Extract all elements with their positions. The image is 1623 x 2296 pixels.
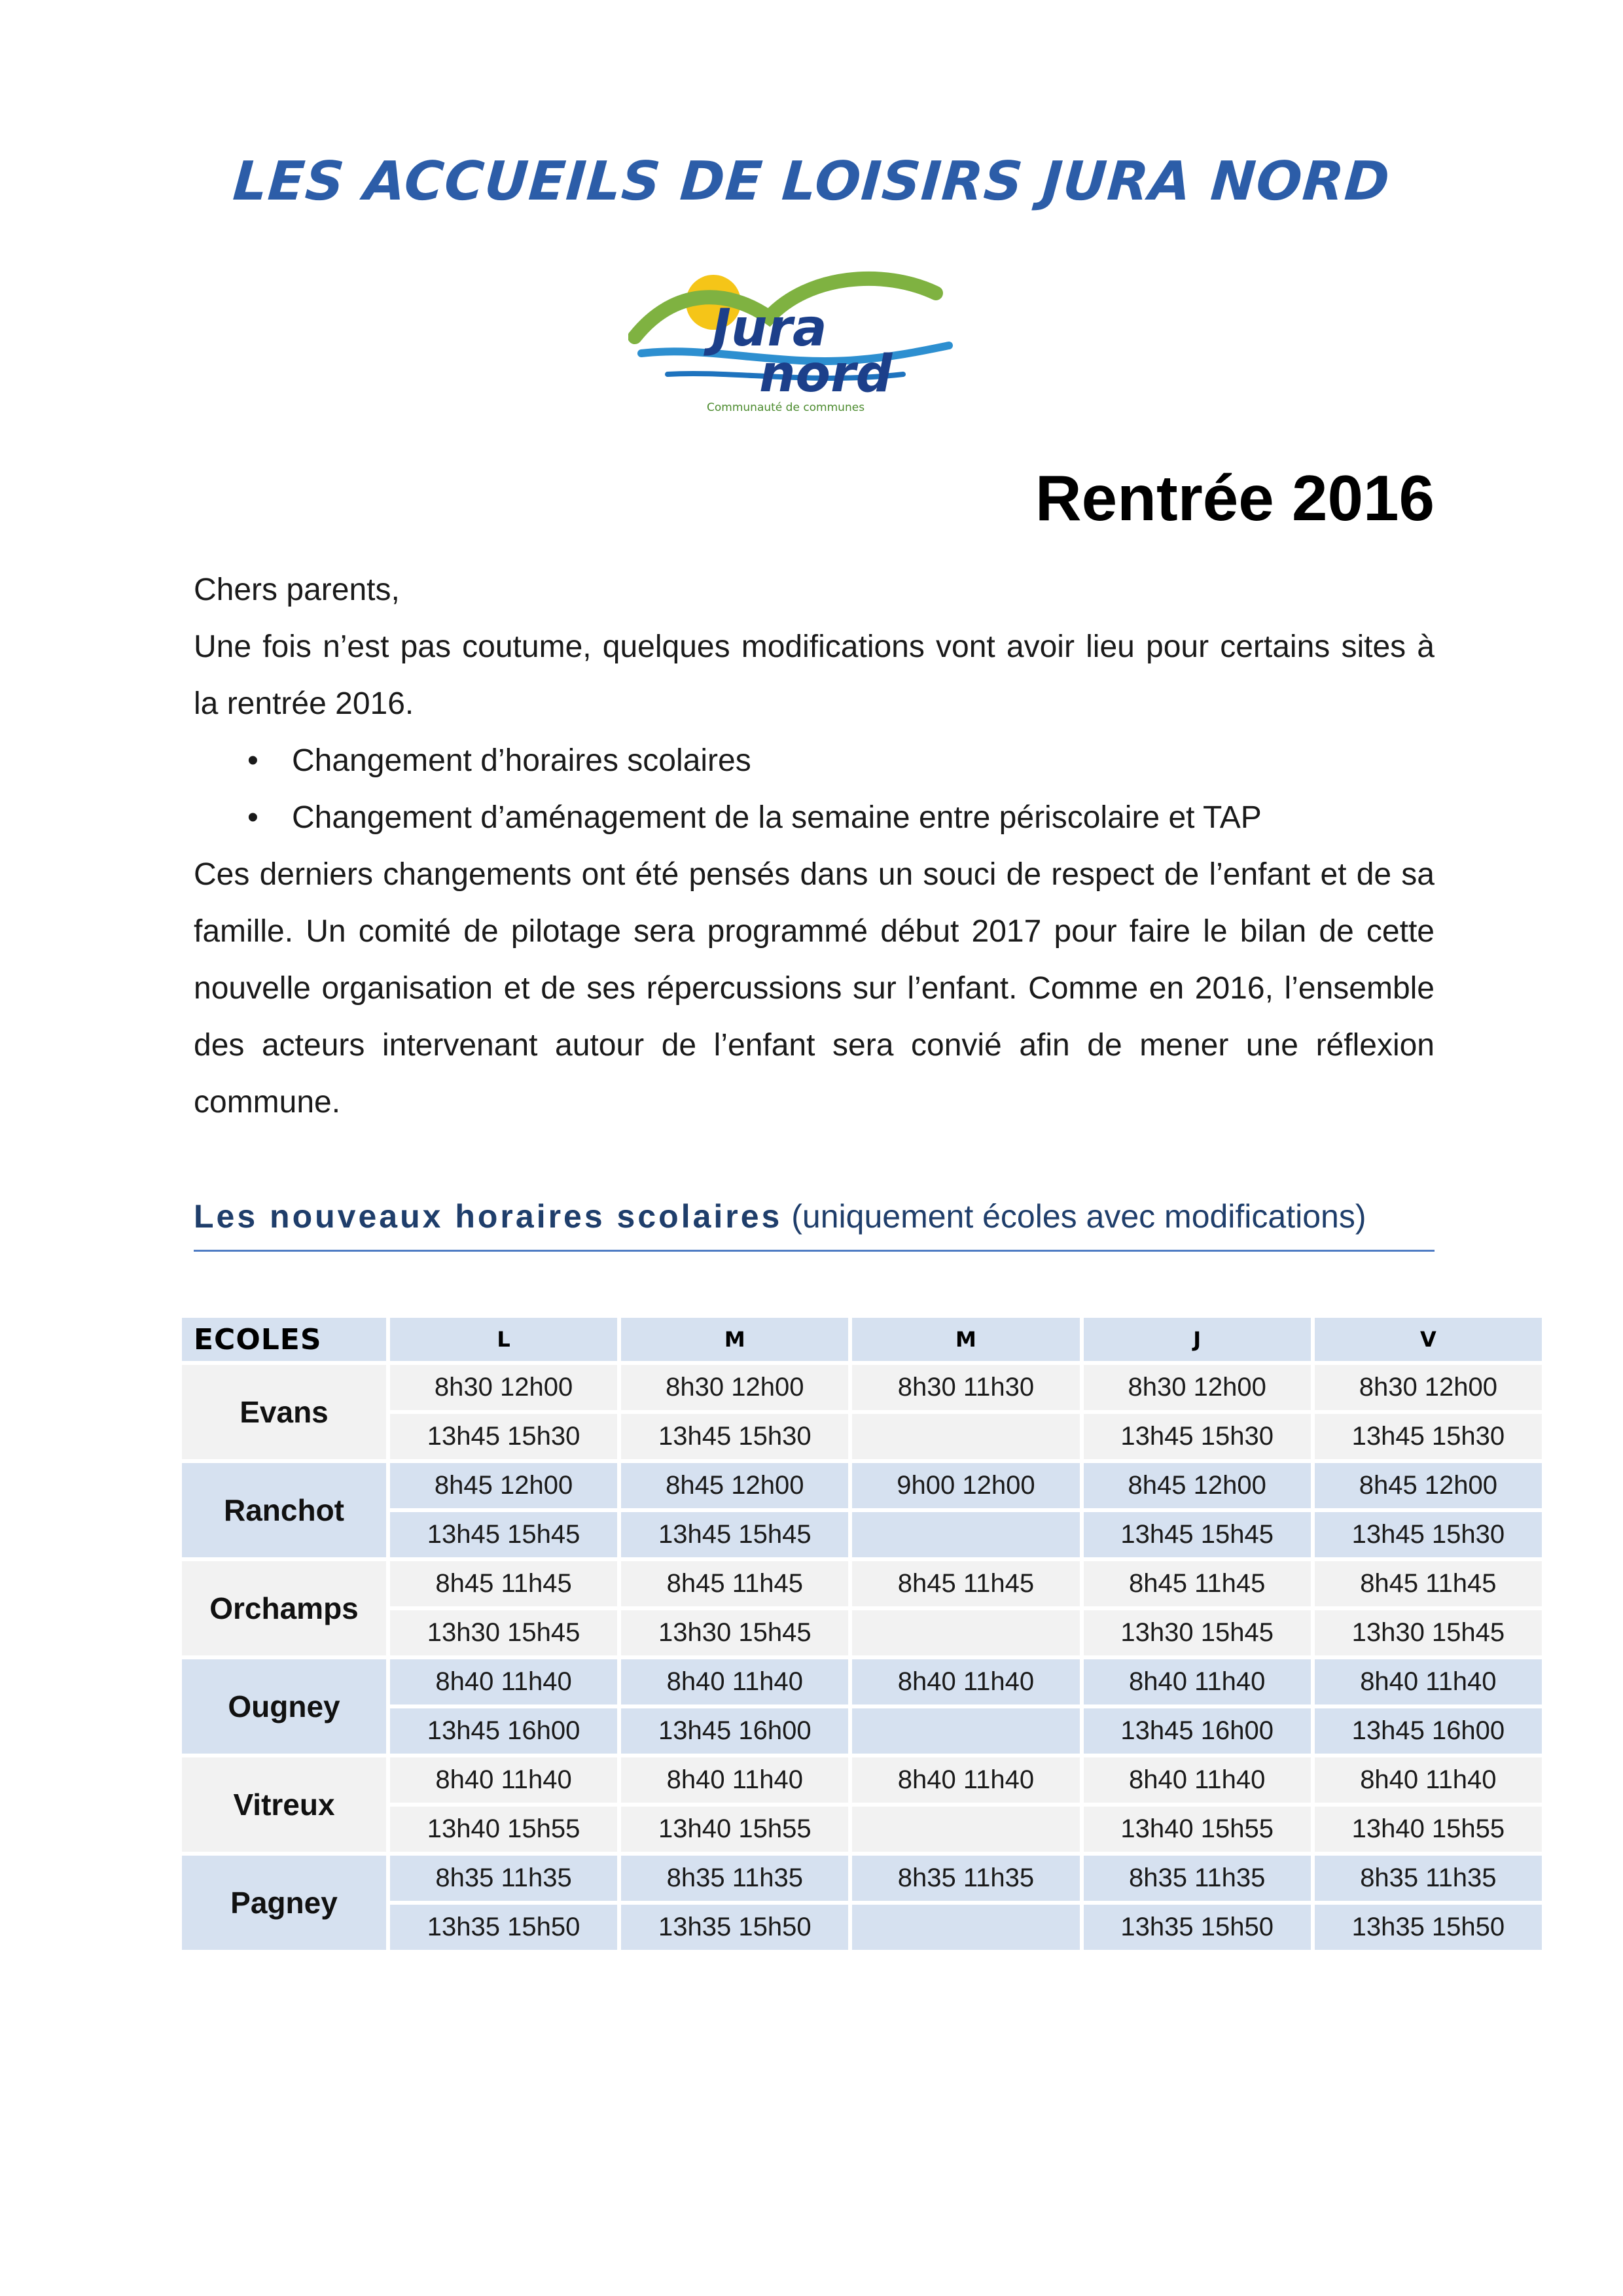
time-cell <box>852 1905 1079 1950</box>
school-name: Ranchot <box>182 1463 386 1557</box>
time-cell: 8h30 11h30 <box>852 1365 1079 1410</box>
time-cell: 8h45 11h45 <box>621 1561 848 1606</box>
time-cell: 8h35 11h35 <box>852 1856 1079 1901</box>
column-header-day: V <box>1315 1318 1542 1361</box>
table-row <box>182 1757 1542 1803</box>
time-cell: 8h30 12h00 <box>1084 1365 1311 1410</box>
time-cell: 8h40 11h40 <box>852 1659 1079 1704</box>
time-cell: 8h35 11h35 <box>390 1856 617 1901</box>
time-cell: 13h45 16h00 <box>390 1708 617 1754</box>
time-cell: 8h30 12h00 <box>621 1365 848 1410</box>
time-cell: 13h45 16h00 <box>621 1708 848 1754</box>
column-header-schools: ECOLES <box>182 1318 386 1361</box>
table-row <box>182 1561 1542 1606</box>
time-cell: 8h45 11h45 <box>1315 1561 1542 1606</box>
intro-paragraph-2: Ces derniers changements ont été pensés dans un souci de respect de l’enfant et de sa famille. Un comité de pilotage sera programmé début 2017 pour faire le bilan de cette nouvelle organisation et de ses répercussions sur l’enfant. Comme en 2016, l’ensemble des acteurs intervenant autour de l’enfant sera convié afin de mener une réflexion commune. <box>194 857 1435 1120</box>
time-cell: 13h30 15h45 <box>1315 1610 1542 1655</box>
time-cell: 13h40 15h55 <box>390 1807 617 1852</box>
school-block-ranchot <box>182 1463 1542 1557</box>
table-row <box>182 1856 1542 1901</box>
intro-text <box>194 561 1435 1131</box>
school-name: Vitreux <box>182 1757 386 1852</box>
table-header-row <box>182 1318 1542 1361</box>
time-cell: 13h45 15h45 <box>621 1512 848 1557</box>
main-heading: Rentrée 2016 <box>1035 462 1435 534</box>
time-cell: 13h45 16h00 <box>1084 1708 1311 1754</box>
list-item: • Changement d’horaires scolaires <box>194 732 1435 789</box>
time-cell: 8h45 12h00 <box>621 1463 848 1508</box>
time-cell <box>852 1512 1079 1557</box>
time-cell: 8h40 11h40 <box>1084 1757 1311 1803</box>
time-cell: 8h30 12h00 <box>390 1365 617 1410</box>
time-cell: 13h40 15h55 <box>1084 1807 1311 1852</box>
time-cell: 13h40 15h55 <box>621 1807 848 1852</box>
time-cell: 13h45 15h30 <box>390 1414 617 1459</box>
time-cell: 13h35 15h50 <box>1084 1905 1311 1950</box>
time-cell: 8h40 11h40 <box>852 1757 1079 1803</box>
section-heading-bold: Les nouveaux horaires scolaires <box>194 1198 783 1235</box>
time-cell: 8h40 11h40 <box>1084 1659 1311 1704</box>
time-cell: 13h30 15h45 <box>390 1610 617 1655</box>
page-title: LES ACCUEILS DE LOISIRS JURA NORD <box>230 150 1393 213</box>
time-cell: 13h45 15h30 <box>1315 1414 1542 1459</box>
time-cell: 8h40 11h40 <box>1315 1659 1542 1704</box>
time-cell <box>852 1807 1079 1852</box>
time-cell: 13h30 15h45 <box>1084 1610 1311 1655</box>
school-block-vitreux <box>182 1757 1542 1852</box>
column-header-day: L <box>390 1318 617 1361</box>
school-block-ougney <box>182 1659 1542 1754</box>
time-cell: 13h45 15h30 <box>1084 1414 1311 1459</box>
time-cell: 13h40 15h55 <box>1315 1807 1542 1852</box>
time-cell: 8h45 11h45 <box>390 1561 617 1606</box>
column-header-day: M <box>852 1318 1079 1361</box>
time-cell: 8h40 11h40 <box>1315 1757 1542 1803</box>
time-cell: 13h30 15h45 <box>621 1610 848 1655</box>
time-cell: 9h00 12h00 <box>852 1463 1079 1508</box>
section-heading <box>194 1197 1435 1252</box>
table-row <box>182 1365 1542 1410</box>
time-cell: 8h45 12h00 <box>1084 1463 1311 1508</box>
school-block-orchamps <box>182 1561 1542 1655</box>
column-header-day: M <box>621 1318 848 1361</box>
school-block-evans <box>182 1365 1542 1459</box>
time-cell: 8h45 12h00 <box>390 1463 617 1508</box>
time-cell: 8h40 11h40 <box>390 1659 617 1704</box>
time-cell: 13h45 15h30 <box>1315 1512 1542 1557</box>
time-cell <box>852 1610 1079 1655</box>
table-row <box>182 1659 1542 1704</box>
time-cell: 8h30 12h00 <box>1315 1365 1542 1410</box>
time-cell: 8h35 11h35 <box>621 1856 848 1901</box>
time-cell: 13h35 15h50 <box>390 1905 617 1950</box>
schedule-table <box>178 1314 1546 1954</box>
time-cell: 8h45 11h45 <box>1084 1561 1311 1606</box>
time-cell: 8h40 11h40 <box>621 1757 848 1803</box>
logo-word-jura: Jura <box>712 299 827 358</box>
time-cell: 13h45 15h45 <box>390 1512 617 1557</box>
time-cell: 8h35 11h35 <box>1315 1856 1542 1901</box>
time-cell: 13h45 15h45 <box>1084 1512 1311 1557</box>
table-row <box>182 1463 1542 1508</box>
column-header-day: J <box>1084 1318 1311 1361</box>
time-cell: 13h35 15h50 <box>1315 1905 1542 1950</box>
greeting: Chers parents, <box>194 573 400 607</box>
time-cell <box>852 1414 1079 1459</box>
school-block-pagney <box>182 1856 1542 1950</box>
logo-word-nord: nord <box>759 345 893 404</box>
time-cell: 8h45 12h00 <box>1315 1463 1542 1508</box>
jura-nord-logo <box>628 262 955 419</box>
intro-paragraph-1: Une fois n’est pas coutume, quelques modifications vont avoir lieu pour certains sites à la rentrée 2016. <box>194 629 1435 721</box>
time-cell <box>852 1708 1079 1754</box>
time-cell: 8h45 11h45 <box>852 1561 1079 1606</box>
change-list <box>194 732 1435 846</box>
time-cell: 8h35 11h35 <box>1084 1856 1311 1901</box>
time-cell: 13h45 15h30 <box>621 1414 848 1459</box>
school-name: Ougney <box>182 1659 386 1754</box>
time-cell: 8h40 11h40 <box>390 1757 617 1803</box>
time-cell: 13h35 15h50 <box>621 1905 848 1950</box>
section-heading-note: (uniquement écoles avec modifications) <box>782 1198 1366 1235</box>
school-name: Orchamps <box>182 1561 386 1655</box>
time-cell: 8h40 11h40 <box>621 1659 848 1704</box>
list-item: • Changement d’aménagement de la semaine entre périscolaire et TAP <box>194 789 1435 846</box>
school-name: Evans <box>182 1365 386 1459</box>
school-name: Pagney <box>182 1856 386 1950</box>
time-cell: 13h45 16h00 <box>1315 1708 1542 1754</box>
logo-tagline: Communauté de communes <box>707 401 865 414</box>
